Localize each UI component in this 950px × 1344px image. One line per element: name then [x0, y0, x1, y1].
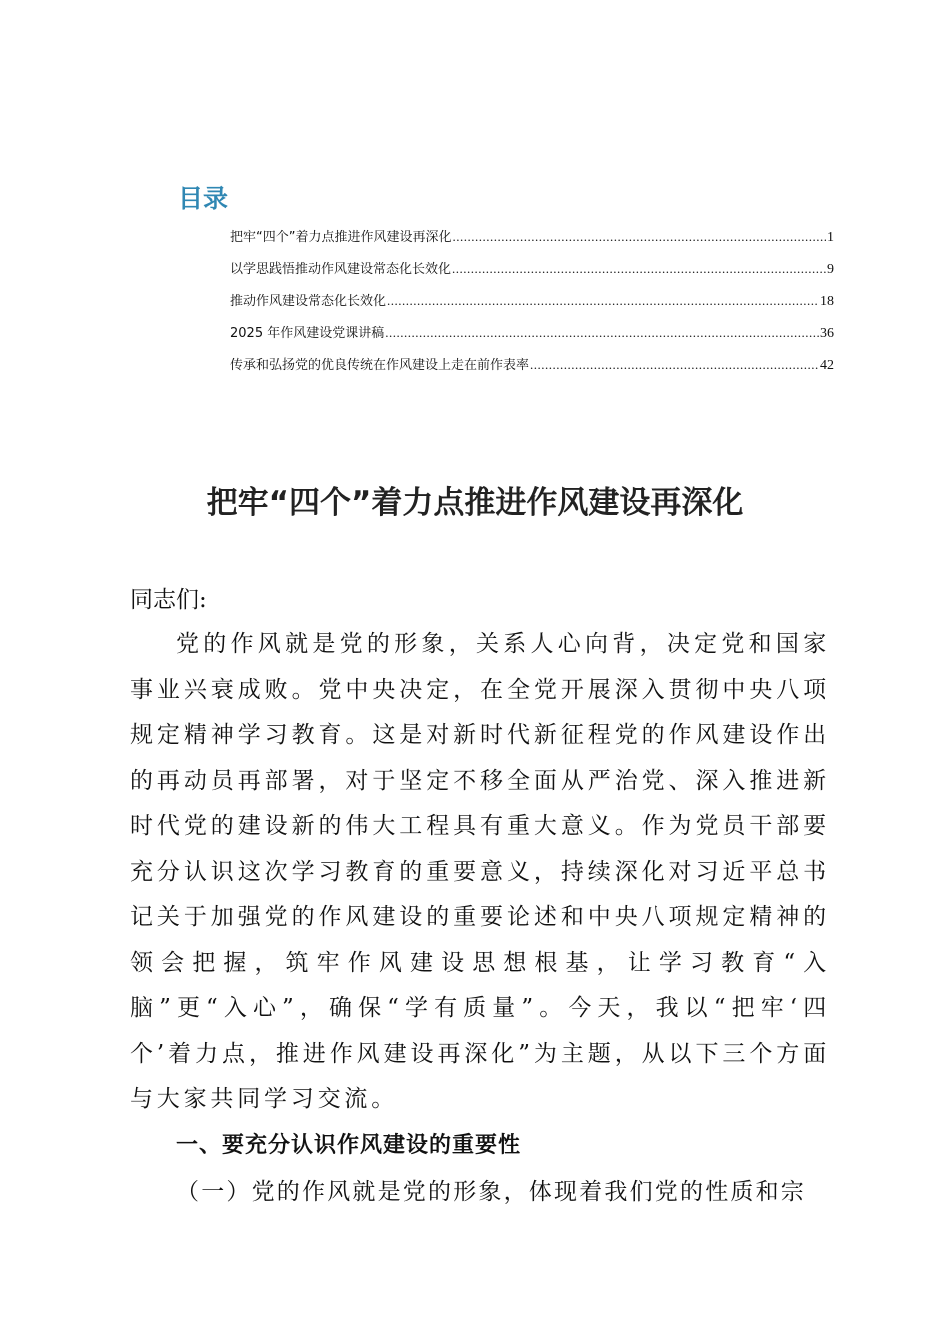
toc-title: 目录	[178, 184, 229, 213]
toc-dot-leader	[530, 357, 819, 373]
toc-entry-title[interactable]: 把牢“四个”着力点推进作风建设再深化	[230, 230, 452, 245]
toc-entry-title[interactable]: 传承和弘扬党的优良传统在作风建设上走在前作表率	[230, 358, 530, 373]
toc-page-number[interactable]: 42	[820, 358, 834, 373]
toc-page-number[interactable]: 1	[827, 230, 834, 245]
toc-entry[interactable]	[230, 322, 834, 354]
toc-entry[interactable]	[230, 290, 834, 322]
toc-dot-leader	[452, 229, 826, 245]
table-of-contents	[178, 182, 834, 373]
toc-entry-title[interactable]: 2025 年作风建设党课讲稿	[230, 326, 385, 341]
article-body	[130, 578, 830, 1215]
section-heading: 一、要充分认识作风建设的重要性	[176, 1132, 522, 1158]
toc-entry-title[interactable]: 推动作风建设常态化长效化	[230, 294, 387, 309]
salutation: 同志们:	[130, 587, 207, 613]
toc-entry-title[interactable]: 以学思践悟推动作风建设常态化长效化	[230, 262, 452, 277]
toc-entry[interactable]	[230, 226, 834, 258]
article-title: 把牢“四个”着力点推进作风建设再深化	[206, 485, 744, 521]
toc-entry[interactable]	[230, 258, 834, 290]
toc-list	[230, 226, 834, 386]
toc-dot-leader	[452, 261, 826, 277]
body-paragraph: 党的作风就是党的形象，关系人心向背，决定党和国家事业兴衰成败。党中央决定，在全党开展深入贯彻中央八项规定精神学习教育。这是对新时代新征程党的作风建设作出的再动员再部署，对于坚定不移全面从严治党、深入推进新时代党的建设新的伟大工程具有重大意义。作为党员干部要充分认识这次学习教育的重要意义，持续深化对习近平总书记关于加强党的作风建设的重要论述和中央八项规定精神的领会把握，筑牢作风建设思想根基，让学习教育“入脑”更“入心”，确保“学有质量”。今天，我以“把牢‘四个’着力点，推进作风建设再深化”为主题，从以下三个方面与大家共同学习交流。	[130, 631, 830, 1112]
toc-page-number[interactable]: 36	[820, 326, 834, 341]
toc-dot-leader	[387, 293, 819, 309]
toc-dot-leader	[385, 325, 819, 341]
body-paragraph: （一）党的作风就是党的形象，体现着我们党的性质和宗	[176, 1178, 806, 1205]
toc-entry[interactable]	[230, 354, 834, 386]
toc-page-number[interactable]: 18	[820, 294, 834, 309]
toc-page-number[interactable]: 9	[827, 262, 834, 277]
